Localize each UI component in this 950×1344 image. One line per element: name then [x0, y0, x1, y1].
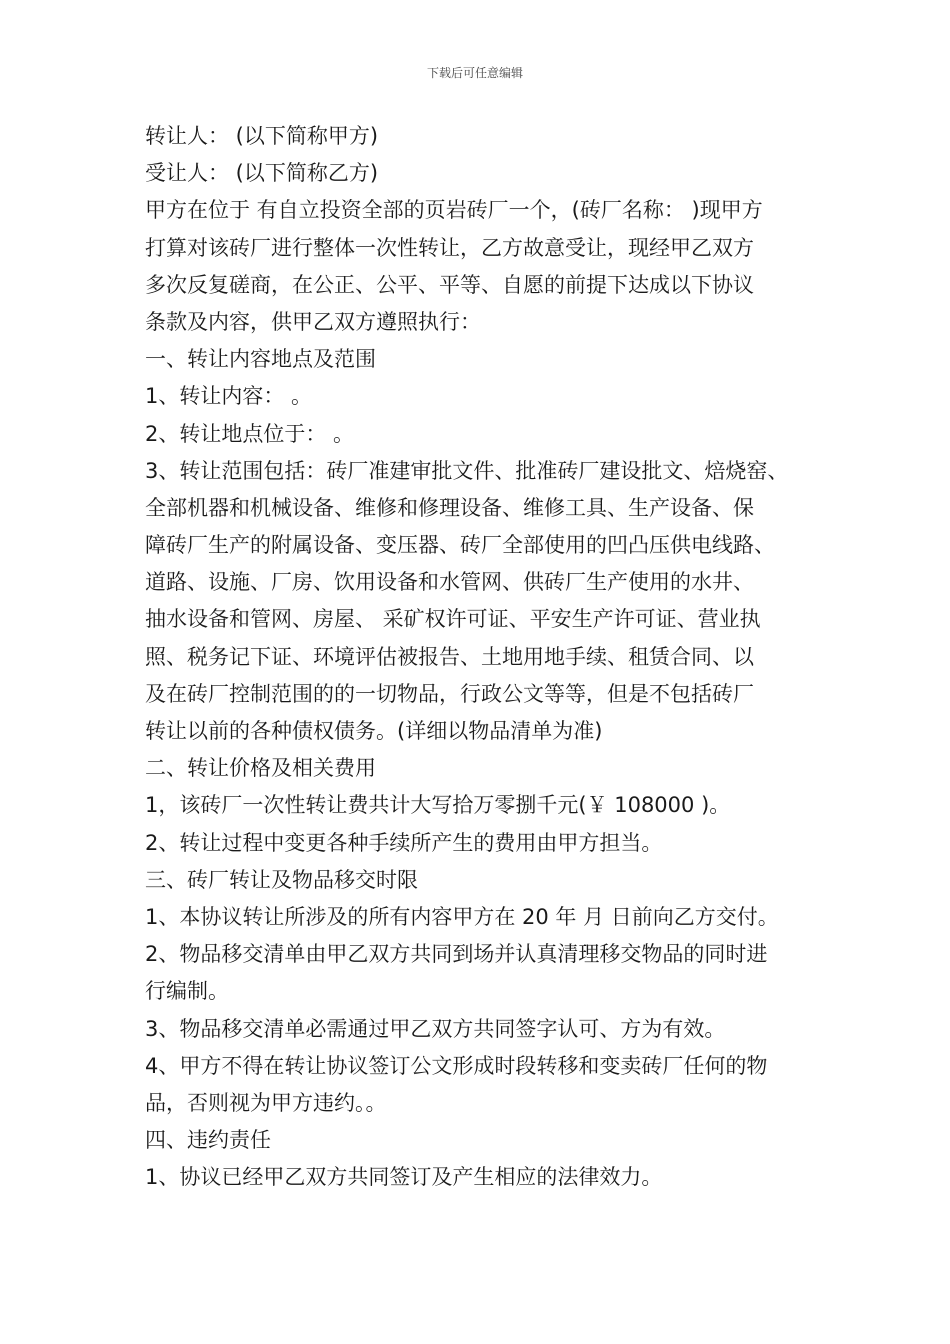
text-line: 1、协议已经甲乙双方共同签订及产生相应的法律效力。 — [145, 1165, 663, 1190]
text-line: 照、税务记下证、环境评估被报告、土地用地手续、租赁合同、以 — [145, 644, 754, 669]
text-line: 3、转让范围包括：砖厂准建审批文件、批准砖厂建设批文、焙烧窑、 — [145, 458, 789, 483]
text-line: 品，否则视为甲方违约。。 — [145, 1090, 387, 1115]
text-line: 受让人： (以下简称乙方) — [145, 161, 379, 186]
text-line: 二、转让价格及相关费用 — [145, 756, 376, 781]
text-line: 全部机器和机械设备、维修和修理设备、维修工具、生产设备、保 — [145, 495, 754, 520]
text-line: 三、砖厂转让及物品移交时限 — [145, 867, 418, 892]
text-line: 及在砖厂控制范围的的一切物品，行政公文等等，但是不包括砖厂 — [145, 681, 754, 706]
text-line: 1，该砖厂一次性转让费共计大写拾万零捌千元(￥ 108000 )。 — [145, 793, 731, 818]
text-line: 4、甲方不得在转让协议签订公文形成时段转移和变卖砖厂任何的物 — [145, 1053, 768, 1078]
text-line: 多次反复磋商，在公正、公平、平等、自愿的前提下达成以下协议 — [145, 272, 754, 297]
text-line: 抽水设备和管网、房屋、 采矿权许可证、平安生产许可证、营业执 — [145, 607, 761, 632]
text-line: 打算对该砖厂进行整体一次性转让，乙方故意受让，现经甲乙双方 — [145, 235, 754, 260]
text-line: 四、违约责任 — [145, 1128, 271, 1153]
text-line: 2、转让地点位于： 。 — [145, 421, 355, 446]
text-line: 2、转让过程中变更各种手续所产生的费用由甲方担当。 — [145, 830, 663, 855]
text-line: 2、物品移交清单由甲乙双方共同到场并认真清理移交物品的同时进 — [145, 942, 768, 967]
text-line: 道路、设施、厂房、饮用设备和水管网、供砖厂生产使用的水井、 — [145, 570, 754, 595]
document-body — [145, 118, 817, 1196]
text-line: 行编制。 — [145, 979, 229, 1004]
text-line: 3、物品移交清单必需通过甲乙双方共同签字认可、方为有效。 — [145, 1016, 726, 1041]
text-line: 障砖厂生产的附属设备、变压器、砖厂全部使用的凹凸压供电线路、 — [145, 533, 775, 558]
text-line: 转让人： (以下简称甲方) — [145, 124, 379, 148]
text-line: 1、本协议转让所涉及的所有内容甲方在 20 年 月 日前向乙方交付。 — [145, 904, 779, 929]
text-line: 转让以前的各种债权债务。(详细以物品清单为准) — [145, 719, 603, 743]
text-line: 一、转让内容地点及范围 — [145, 347, 376, 372]
text-line: 1、转让内容： 。 — [145, 384, 313, 409]
text-line: 条款及内容，供甲乙双方遵照执行： — [145, 309, 481, 334]
page-header: 下载后可任意编辑 — [426, 66, 523, 80]
text-line: 甲方在位于 有自立投资全部的页岩砖厂一个，(砖厂名称： )现甲方 — [145, 198, 763, 223]
